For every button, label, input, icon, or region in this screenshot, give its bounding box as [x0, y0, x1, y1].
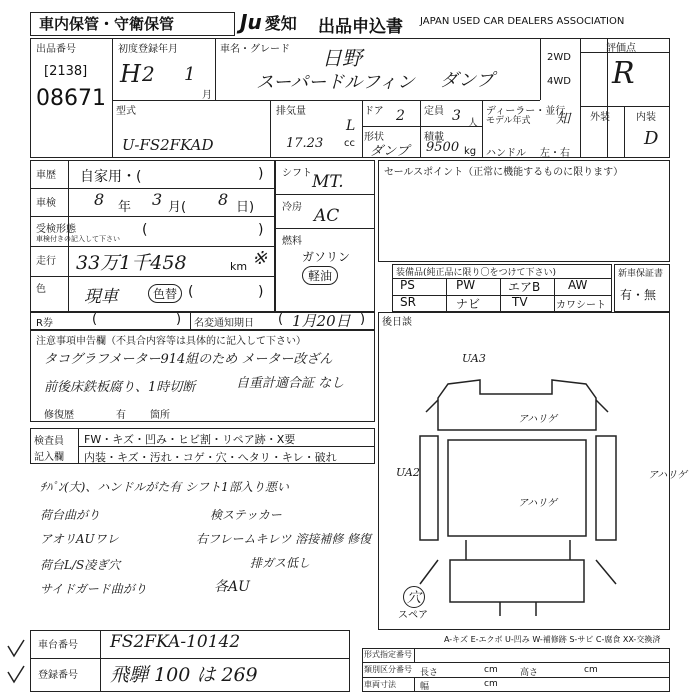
model-year-label: モデル年式 — [486, 116, 531, 126]
equip-pw: PW — [456, 278, 476, 292]
lot-sub-number: [2138] — [44, 64, 88, 79]
diagram-ua2: UA2 — [396, 466, 420, 479]
equip-ps: PS — [400, 278, 415, 292]
registration-year: 2 — [142, 62, 155, 86]
inspector-note8: サイドガード曲がり — [40, 582, 147, 596]
doors-value: 2 — [396, 108, 405, 124]
lot-label: 出品番号 — [36, 44, 76, 55]
tax-close: ) — [360, 312, 366, 327]
capacity-unit: 人 — [468, 118, 478, 129]
tax-open: ( — [278, 312, 284, 327]
displacement-value: 17.23 — [286, 136, 324, 151]
ju-logo: Ju 愛知 — [240, 10, 297, 34]
diagram-arrow3: アハリゲ — [648, 470, 687, 481]
warranty-value: 有・無 — [620, 288, 657, 302]
length-label: 長さ — [420, 668, 439, 678]
registration-month-unit: 月 — [202, 90, 212, 101]
repair-place: 箇所 — [150, 410, 170, 421]
interior-value: D — [644, 128, 659, 149]
diagram-arrow1: アハリゲ — [518, 414, 557, 425]
load-label: 積載 — [424, 132, 444, 143]
checker-label2: 記入欄 — [34, 452, 64, 463]
chassis-value: FS2FKA-10142 — [110, 632, 241, 652]
equip-tv: TV — [512, 295, 528, 309]
car-grade: ダンプ — [440, 70, 495, 91]
dealer-region: 知 — [556, 111, 570, 127]
model-code-value: U-FS2FKAD — [122, 136, 214, 154]
lot-number: 08671 — [36, 86, 106, 111]
drive-4wd: 4WD — [547, 76, 571, 87]
inspection-label: 車検 — [36, 198, 56, 209]
form-title: 出品申込書 — [318, 17, 403, 37]
spare-mark: 穴 — [403, 586, 425, 608]
notes-line3: 自重計適合証 なし — [236, 376, 345, 391]
interior-label: 内装 — [636, 112, 656, 123]
shape-label: 形状 — [364, 132, 384, 143]
width-label: 幅 — [420, 682, 430, 692]
displacement-label: 排気量 — [276, 106, 306, 117]
doors-label: ドア — [364, 106, 384, 117]
history-close: ) — [258, 166, 264, 182]
handle-options: 左・右 — [540, 148, 570, 159]
displacement-unit-cc: cc — [344, 138, 355, 149]
equip-seat: カワシート — [556, 300, 606, 311]
equip-navi: ナビ — [456, 297, 481, 311]
dealer-label: ディーラー・並行 — [486, 106, 566, 117]
load-unit: kg — [464, 146, 477, 157]
mileage-unit: km — [230, 260, 248, 273]
inspector-note9: 各AU — [214, 579, 250, 595]
width-unit: cm — [484, 679, 498, 689]
repair-label: 修復歴 — [44, 410, 74, 421]
handle-label: ハンドル — [486, 148, 526, 159]
fuel-option1: ガソリン — [302, 250, 351, 264]
load-value: 9500 — [426, 140, 460, 155]
inspector-note3: 検ステッカー — [210, 508, 282, 522]
equip-airbag: エアB — [508, 280, 541, 294]
fuel-option2: 軽油 — [302, 266, 338, 285]
reception-open: ( — [142, 222, 148, 238]
history-label: 車歴 — [36, 170, 56, 181]
car-maker: 日野 — [322, 46, 362, 70]
car-name-label: 車名・グレード — [220, 44, 290, 55]
damage-legend: A-キズ E-エクボ U-凹み W-補修跡 S-サビ C-腐食 XX-交換済 — [444, 635, 661, 644]
form-title-en: JAPAN USED CAR DEALERS ASSOCIATION — [420, 16, 625, 27]
dimension-label: 車両寸法 — [364, 680, 396, 689]
height-label: 高さ — [520, 668, 539, 678]
exterior-label: 外装 — [590, 112, 610, 123]
checker-label1: 検査員 — [34, 436, 64, 447]
inspector-note1: ﾁﾊﾟﾝ(大)、ハンドルがた有 シフト1部入り悪い — [40, 480, 289, 494]
inspector-note7: 排ガス低し — [250, 556, 311, 570]
tax-value: 1月20日 — [292, 312, 351, 330]
ac-value: AC — [314, 206, 340, 226]
inspector-note5: 右フレームキレツ 溶接補修 修復 — [196, 532, 372, 546]
ac-label: 冷房 — [282, 202, 302, 213]
checker-row2: 内装・キズ・汚れ・コゲ・穴・へタリ・キレ・破れ — [84, 451, 337, 464]
mileage-value: 33万1千458 — [76, 252, 187, 274]
spare-label: スペア — [398, 610, 428, 621]
diagram-arrow2: アハリゲ — [518, 498, 557, 509]
color-change: 色替 — [148, 284, 182, 303]
registration-era: H — [120, 60, 141, 88]
length-unit: cm — [484, 665, 498, 675]
inspection-day-unit: 日) — [236, 200, 255, 215]
equip-aw: AW — [568, 278, 588, 292]
r-ticket-close: ) — [176, 312, 182, 327]
check-marks — [4, 636, 28, 686]
fuel-label: 燃料 — [282, 236, 302, 247]
checker-row1: FW・キズ・凹み・ヒビ割・リペア跡・X要 — [84, 433, 296, 446]
class-label: 類別区分番号 — [364, 665, 412, 674]
inspector-note2: 荷台曲がり — [40, 508, 101, 522]
model-code-label: 型式 — [116, 106, 136, 117]
reception-close: ) — [258, 222, 264, 238]
plate-label: 登録番号 — [38, 670, 78, 681]
car-model: スーパードルフィン — [256, 72, 415, 93]
car-diagram — [390, 340, 670, 630]
diagram-label: 後日談 — [382, 317, 412, 328]
mileage-label: 走行 — [36, 256, 56, 267]
equip-sr: SR — [400, 295, 416, 309]
inspection-year: 8 — [94, 190, 105, 209]
storage-label: 車内保管・守衛保管 — [30, 12, 235, 36]
format-label: 形式指定番号 — [364, 650, 412, 659]
displacement-unit: L — [346, 118, 356, 134]
mileage-mark: ※ — [252, 248, 268, 269]
shift-label: シフト — [282, 168, 312, 179]
color-open: ( — [188, 284, 194, 300]
diagram-ua3: UA3 — [462, 352, 486, 365]
inspection-month: 3 — [152, 190, 163, 209]
inspection-month-unit: 月( — [168, 200, 187, 215]
plate-value: 飛騨 100 は 269 — [110, 664, 258, 686]
inspector-note6: 荷台L/S凌ぎ穴 — [40, 558, 121, 572]
r-ticket-open: ( — [92, 312, 98, 327]
notes-line1: タコグラフメーター914組のため メーター改ざん — [44, 352, 333, 367]
chassis-label: 車台番号 — [38, 640, 78, 651]
r-ticket-label: R券 — [36, 318, 53, 329]
drive-2wd: 2WD — [547, 52, 571, 63]
score-label: 評価点 — [606, 43, 636, 54]
reception-note: 車検付きの記入して下さい — [36, 235, 120, 243]
notes-label: 注意事項申告欄（不具合内容等は具体的に記入して下さい） — [36, 336, 306, 347]
inspection-day: 8 — [218, 190, 229, 209]
capacity-value: 3 — [452, 108, 461, 124]
inspector-note4: アオリAUワレ — [40, 532, 119, 546]
reception-label: 受検形態 — [36, 224, 76, 235]
color-value: 現車 — [84, 287, 118, 307]
height-unit: cm — [584, 665, 598, 675]
tax-label: 名変通知期日 — [194, 318, 254, 329]
shift-value: MT. — [312, 172, 344, 192]
inspection-year-unit: 年 — [118, 200, 132, 215]
color-close: ) — [258, 284, 264, 300]
notes-line2: 前後床鉄板腐り、1時切断 — [44, 380, 196, 395]
color-label: 色 — [36, 284, 46, 295]
history-value: 自家用・( — [80, 169, 142, 185]
registration-label: 初度登録年月 — [118, 44, 178, 55]
equipment-label: 装備品(純正品に限り〇をつけて下さい) — [396, 268, 557, 278]
capacity-label: 定員 — [424, 106, 444, 117]
score-value: R — [612, 56, 635, 91]
warranty-label: 新車保証書 — [618, 269, 664, 279]
sales-point-label: セールスポイント（正常に機能するものに限ります） — [384, 167, 624, 178]
shape-value: ダンプ — [370, 144, 410, 159]
repair-value: 有 — [116, 410, 126, 421]
registration-month: 1 — [184, 64, 196, 85]
